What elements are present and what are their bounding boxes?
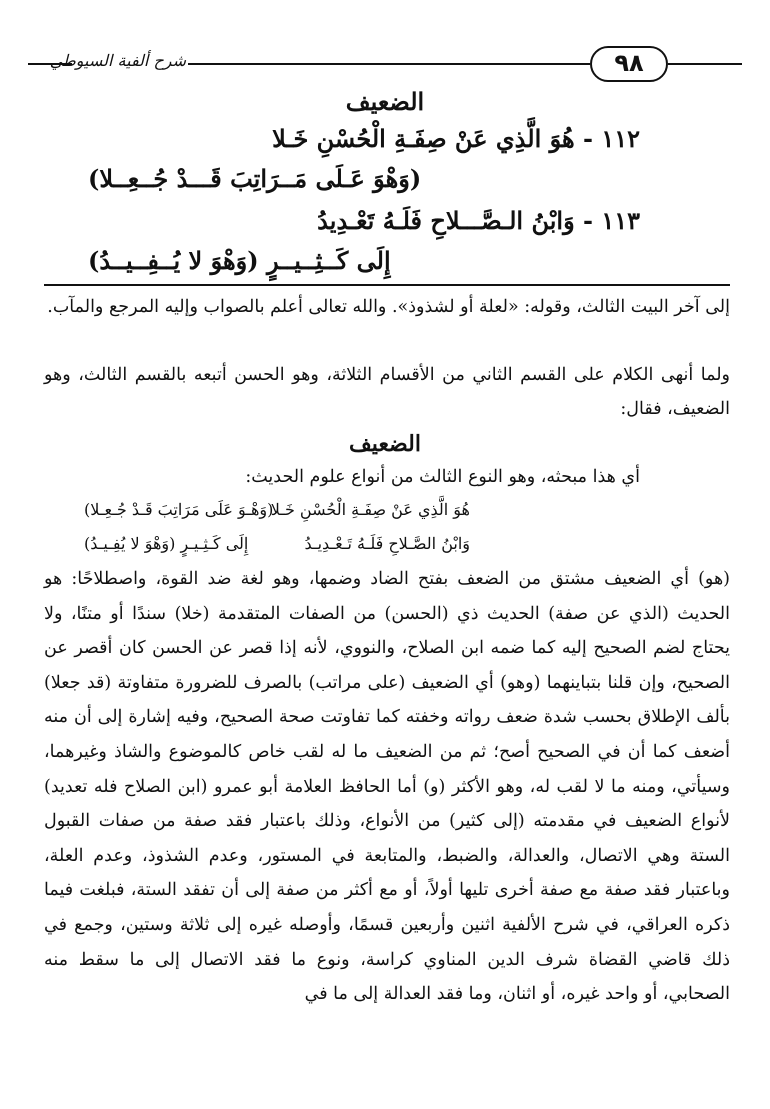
verse-line-4: إِلَى كَــثِــيــرٍ (وَهْوَ لا يُــفِــيــدُ) [88,246,391,275]
verse-heading: الضعيف [345,87,425,116]
header-rule-left [28,63,72,65]
verse-divider [44,284,730,286]
header-rule-middle [188,63,590,65]
verse-line-3: ١١٣ - وَابْنُ الـصَّـــلاحِ فَلَـهُ تَعْـدِيدُ [317,206,640,235]
verse-line-2: (وَهْوَ عَـلَى مَــرَاتِبَ قَـــدْ جُــعِــلا) [88,164,422,193]
page-number: ٩٨ [590,46,668,82]
book-title: شرح ألفية السيوطي [49,51,186,70]
page-header [28,44,742,84]
verse-line-1: ١١٢ - هُوَ الَّذِي عَنْ صِفَـةِ الْحُسْنِ خَـلا [272,124,640,153]
section-heading: الضعيف [349,431,421,457]
intro-line: أي هذا مبحثه، وهو النوع الثالث من أنواع علوم الحديث: [245,467,640,487]
inline-verse-1a: هُوَ الَّذِي عَنْ صِفَـةِ الْحُسْنِ خَـلا [270,500,470,519]
inline-verse-1b: (وَهْـوَ عَلَى مَرَاتِبَ قَـدْ جُـعِـلا) [84,500,274,519]
header-rule-right [668,63,742,65]
inline-verse-2a: وَابْنُ الصَّـلاحِ فَلَـهُ تَـعْـدِيـدُ [304,534,470,553]
paragraph-3: (هو) أي الضعيف مشتق من الضعف بفتح الضاد وضمها، وهو لغة ضد القوة، واصطلاحًا: هو الحديث (الذي عن صفة) الحديث ذي (الحسن) من الصفات المتقدمة (خلا) سندًا أو متنًا، ولا يحتاج لضم الصحيح إليه كما ضمه ابن الصلاح، والنووي، لأنه إذا قصر عن الحسن كان أقصر عن الصحيح، وإن قلنا بتباينهما (وهو) أي الضعيف (على مراتب) بالصرف للضرورة متفاوتة (قد جعلا) بألف الإطلاق بحسب شدة ضعف رواته وخفته كما تفاوتت صحة الصحيح، وفيه إشارة إلى أن منه أضعف كما أن في الصحيح أصح؛ ثم من الضعيف ما له لقب خاص كالموضوع والشاذ وغيرهما، وسيأتي، ومنه ما لا لقب له، وهو الأكثر (و) أما الحافظ العلامة أبو عمرو (ابن الصلاح فله تعديد) لأنواع الضعيف في مقدمته (إلى كثير) من الأنواع، وذلك باعتبار فقد صفة من صفات القبول الستة وهي الاتصال، والعدالة، والضبط، والمتابعة في المستور، وعدم الشذوذ، وعدم العلة، وباعتبار فقد صفة مع صفة أخرى تليها أولاً، أو مع أكثر من صفة إلى أن تفقد الستة، فبلغت فيما ذكره العراقي، في شرح الألفية اثنين وأربعين قسمًا، وأوصله غيره إلى ثلاثة وستين، وجمع في ذلك قاضي القضاة شرف الدين المناوي كراسة، ونوع ما فقد الاتصال إلى ما سقط منه الصحابي، أو واحد غيره، أو اثنان، وما فقد العدالة إلى ما في [44,569,730,1005]
paragraph-2: ولما أنهى الكلام على القسم الثاني من الأقسام الثلاثة، وهو الحسن أتبعه بالقسم الثالث، وهو الضعيف، فقال: [44,365,730,419]
paragraph-1: إلى آخر البيت الثالث، وقوله: «لعلة أو لشذوذ». والله تعالى أعلم بالصواب وإليه المرجع والمآب. [47,297,730,317]
inline-verse-2b: إِلَى كَـثِـيـرٍ (وَهْوَ لا يُفِـيـدُ) [84,534,249,553]
